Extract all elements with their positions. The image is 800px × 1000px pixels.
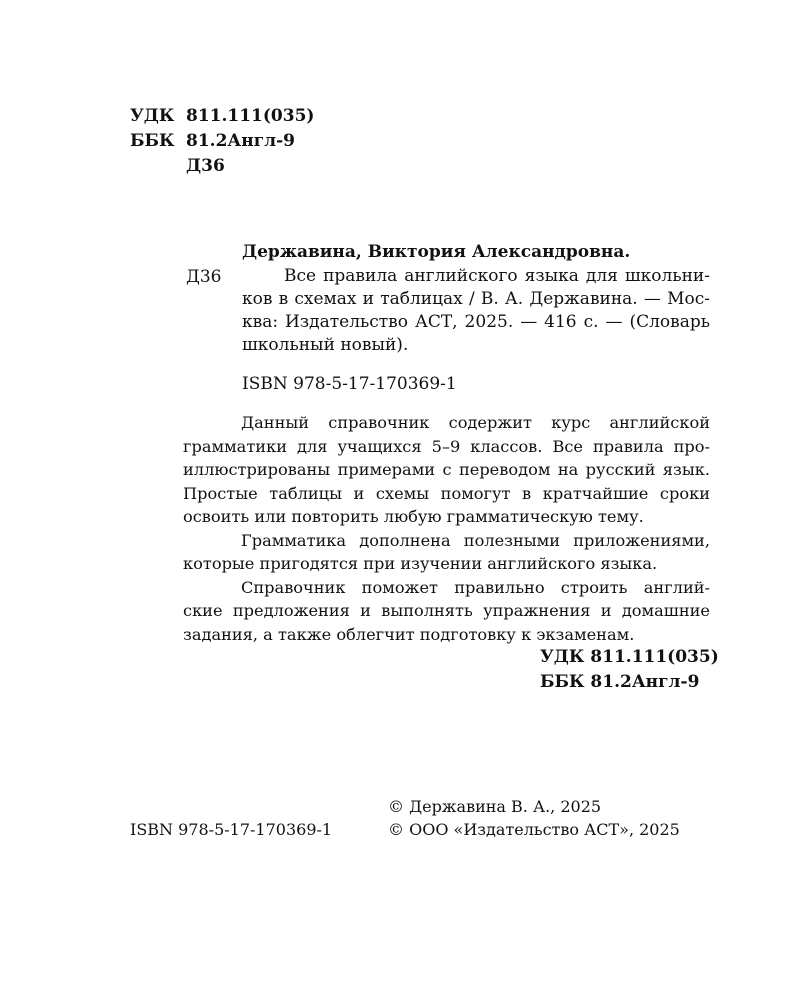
udk-bottom: УДК 811.111(035) <box>540 647 719 667</box>
udk-value: 811.111(035) <box>186 106 315 126</box>
bbk-bottom: ББК 81.2Англ-9 <box>540 672 700 692</box>
entry-line: школьный новый). <box>242 335 409 355</box>
isbn-entry: ISBN 978-5-17-170369-1 <box>242 374 457 394</box>
entry-line: ков в схемах и таблицах / В. А. Державина. — Мос- <box>242 289 710 309</box>
annotation-line: Простые таблицы и схемы помогут в кратчайшие сроки <box>183 483 710 503</box>
annotation-line: задания, а также облегчит подготовку к экзаменам. <box>183 624 635 644</box>
annotation-line: Данный справочник содержит курс английской <box>241 413 710 432</box>
annotation-line: иллюстрированы примерами с переводом на русский язык. <box>183 460 710 479</box>
udk-row <box>130 106 314 126</box>
bbk-value: 81.2Англ-9 <box>186 131 295 151</box>
copyright-author: © Державина В. А., 2025 <box>388 797 602 816</box>
entry-line: Все правила английского языка для школьни- <box>284 266 710 286</box>
entry-line: ква: Издательство АСТ, 2025. — 416 с. — (Словарь <box>242 312 710 332</box>
author-name: Державина, Виктория Александровна. <box>242 242 631 262</box>
annotation-line: грамматики для учащихся 5–9 классов. Все правила про- <box>183 436 710 456</box>
bbk-row <box>130 131 295 151</box>
udk-label: УДК <box>130 106 175 126</box>
annotation-line: Грамматика дополнена полезными приложениями, <box>241 530 710 550</box>
author-mark-top: Д36 <box>186 156 225 176</box>
annotation <box>183 411 710 646</box>
bibliographic-description <box>242 265 710 357</box>
annotation-line: ские предложения и выполнять упражнения и домашние <box>183 601 710 620</box>
copyright-publisher: © ООО «Издательство АСТ», 2025 <box>388 820 680 839</box>
bbk-label: ББК <box>130 131 175 151</box>
author-mark-entry: Д36 <box>186 267 222 287</box>
annotation-line: которые пригодятся при изучении английского языка. <box>183 554 658 573</box>
isbn-footer: ISBN 978-5-17-170369-1 <box>130 820 333 839</box>
annotation-line: освоить или повторить любую грамматическую тему. <box>183 507 644 526</box>
annotation-line: Справочник поможет правильно строить англий- <box>241 577 710 597</box>
